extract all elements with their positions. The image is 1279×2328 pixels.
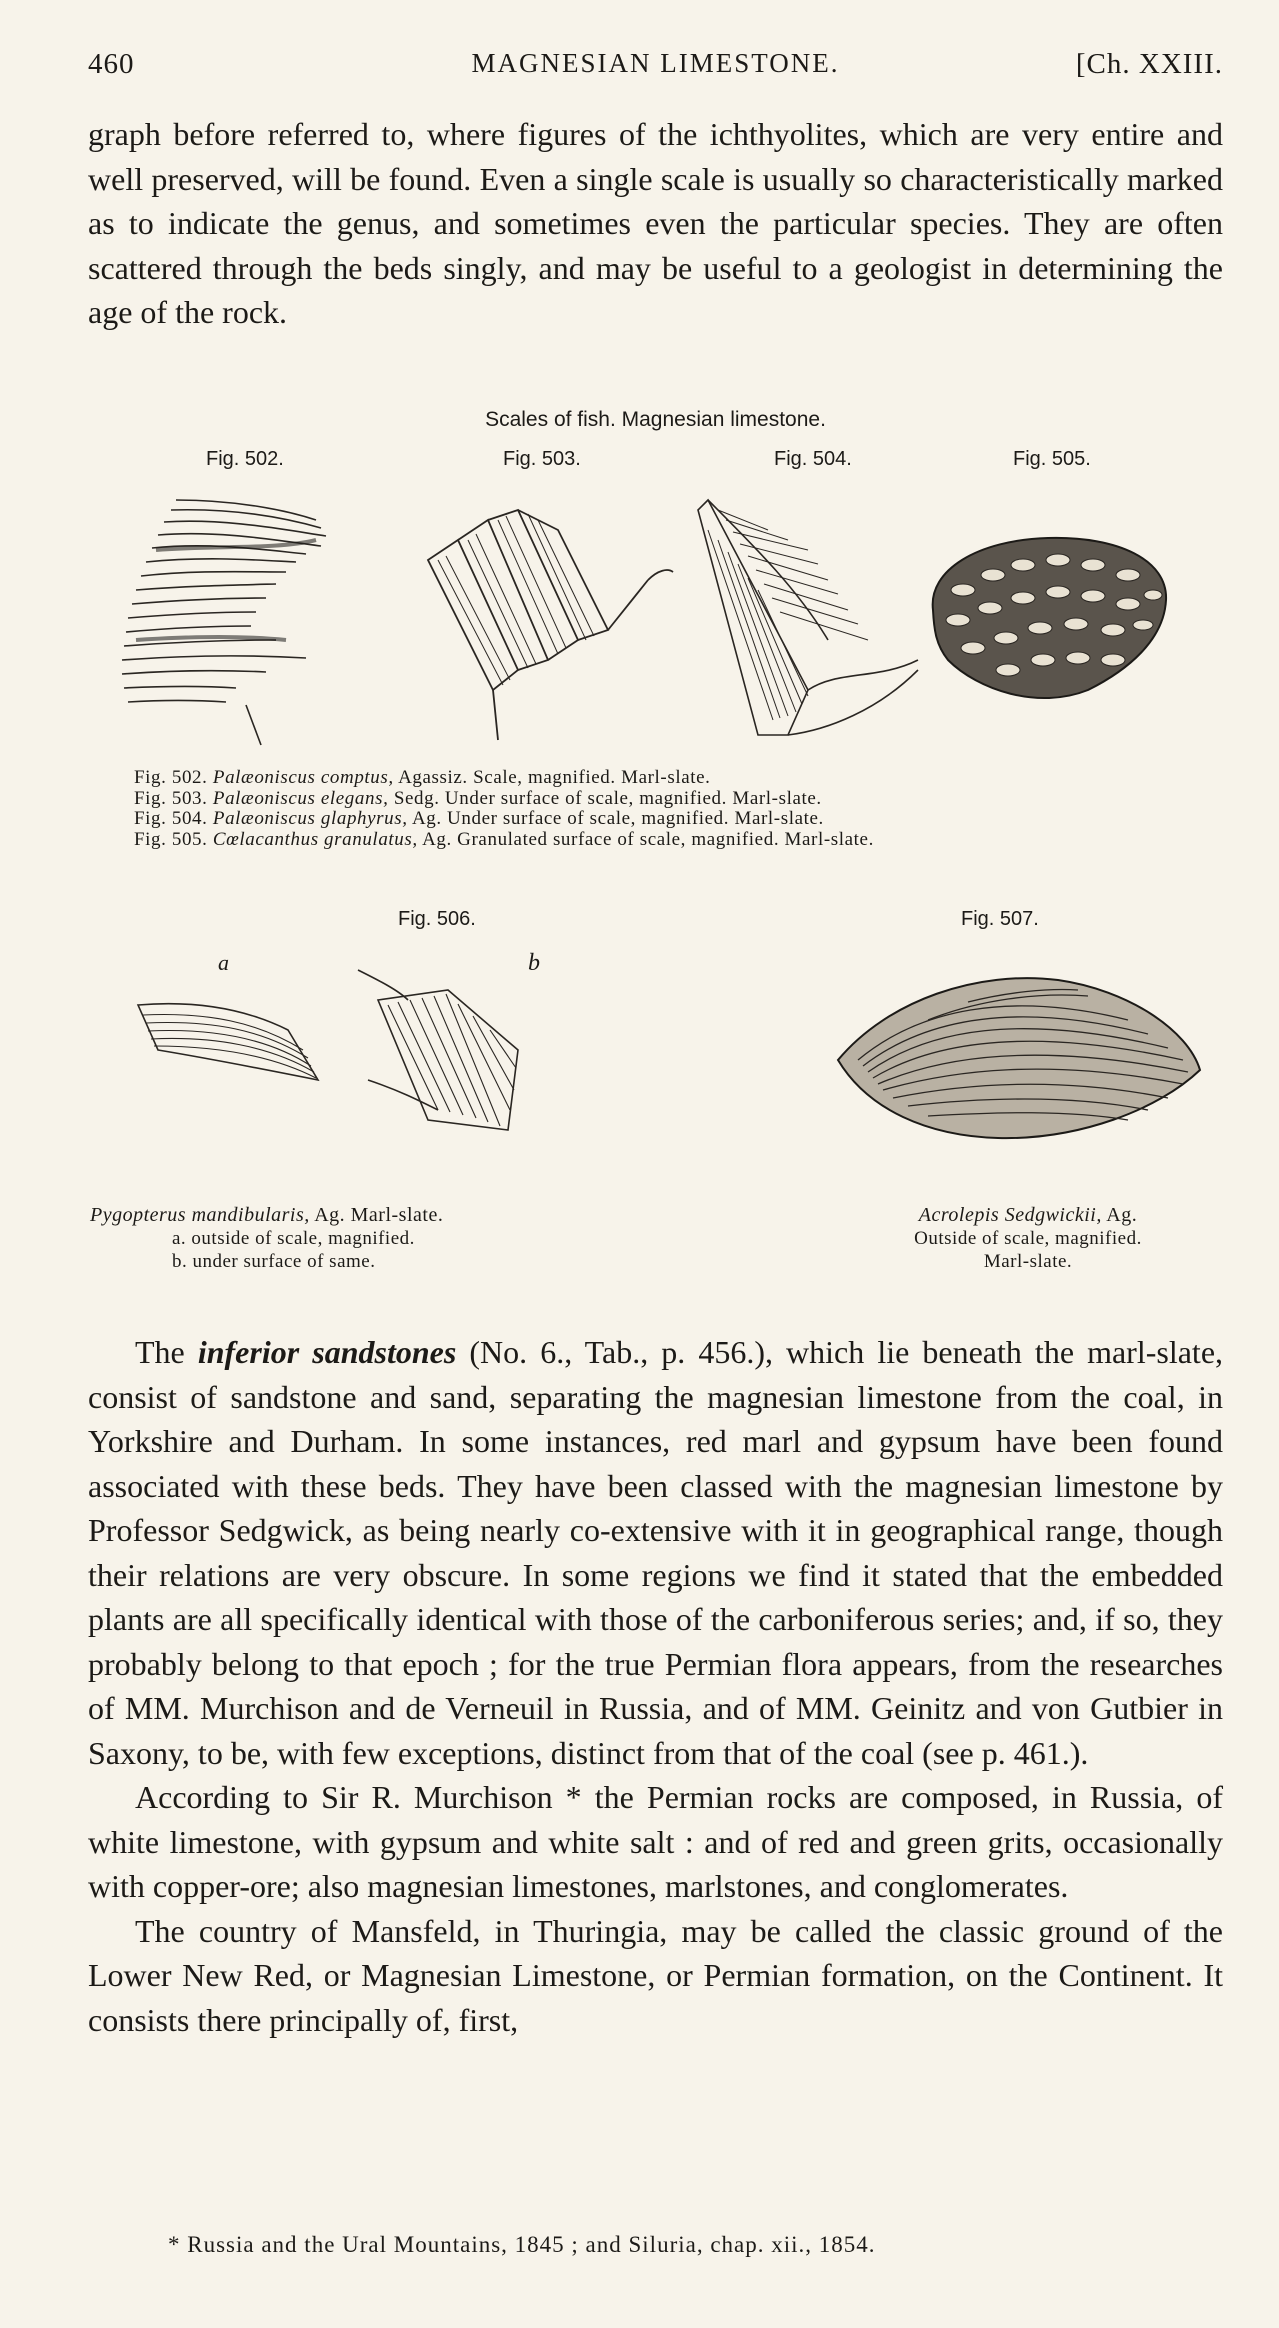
paragraph-4: The country of Mansfeld, in Thuringia, may be called the classic ground of the Lower New Red, or Magnesian Limestone, or Permian formation, on the Continent. It consists there principally of, first, — [88, 1912, 1223, 2038]
fig-505-scale-illustration — [918, 520, 1178, 720]
fig-506-letter-a: a — [218, 950, 229, 975]
figure-group-title: Scales of fish. Magnesian limestone. — [485, 408, 826, 431]
main-text-block — [88, 1330, 1223, 2042]
running-title: MAGNESIAN LIMESTONE. — [471, 48, 840, 78]
fig-504-label: Fig. 504. — [774, 448, 852, 470]
captions-figs-502-505 — [134, 768, 1234, 850]
page-number: 460 — [88, 48, 135, 80]
fig-505-label: Fig. 505. — [1013, 448, 1091, 470]
paragraph-1: graph before referred to, where figures of the ichthyolites, which are very entire and well preserved, will be found. Even a single scale is usually so characteristically marked as to indicate the genus, and sometimes even the particular species. They are often scattered through the beds singly, and may be useful to a geologist in determining the age of the rock. — [88, 116, 1223, 330]
fig-502-label: Fig. 502. — [206, 448, 284, 470]
paragraph-2: The inferior sandstones (No. 6., Tab., p. 456.), which lie beneath the marl-slate, consist of sandstone and sand, separating the magnesian limestone from the coal, in Yorkshire and Durham. In some instances, red marl and gypsum have been found associated with these beds. They have been classed with the magnesian limestone by Professor Sedgwick, as being nearly co-extensive with it in geographical range, though their relations are very obscure. In some regions we find it stated that the embedded plants are all specifically identical with those of the carboniferous series; and, if so, they probably belong to that epoch ; for the true Permian flora appears, from the researches of MM. Murchison and de Verneuil in Russia, and of MM. Geinitz and von Gutbier in Saxony, to be, with few exceptions, distinct from that of the coal (see p. 461.). — [88, 1334, 1224, 1771]
caption-fig-505: Fig. 505. Cœlacanthus granulatus, Ag. Granulated surface of scale, magnified. Marl-slate. — [134, 828, 874, 850]
caption-fig-504: Fig. 504. Palæoniscus glaphyrus, Ag. Under surface of scale, magnified. Marl-slate. — [134, 808, 824, 829]
fig-502-scale-illustration — [116, 490, 386, 760]
fig-503-label: Fig. 503. — [503, 448, 581, 470]
fig-506-label: Fig. 506. — [398, 908, 476, 930]
footnote: * Russia and the Ural Mountains, 1845 ; and Siluria, chap. xii., 1854. — [168, 2232, 876, 2257]
fig-503-scale-illustration — [418, 490, 688, 760]
caption-fig-502: Fig. 502. Palæoniscus comptus, Agassiz. Scale, magnified. Marl-slate. — [134, 767, 711, 788]
running-head — [88, 48, 1223, 88]
chapter-marker: [Ch. XXIII. — [1075, 48, 1223, 80]
caption-fig-503: Fig. 503. Palæoniscus elegans, Sedg. Under surface of scale, magnified. Marl-slate. — [134, 787, 822, 809]
fig-506-letter-b: b — [528, 950, 540, 976]
paragraph-3: According to Sir R. Murchison * the Permian rocks are composed, in Russia, of white limestone, with gypsum and white salt : and of red and green grits, occasionally with copper-ore; also magnesian limestones, marlstones, and conglomerates. — [88, 1779, 1223, 1904]
fig-506-scale-illustration — [118, 960, 598, 1160]
fig-504-scale-illustration — [678, 490, 938, 760]
caption-fig-506: Pygopterus mandibularis, Ag. Marl-slate. a. outside of scale, magnified. b. under surface of same. — [90, 1204, 444, 1272]
fig-507-label: Fig. 507. — [961, 908, 1039, 930]
caption-fig-507: Acrolepis Sedgwickii, Ag. Outside of scale, magnified. Marl-slate. — [914, 1204, 1142, 1272]
fig-507-scale-illustration — [828, 960, 1208, 1160]
